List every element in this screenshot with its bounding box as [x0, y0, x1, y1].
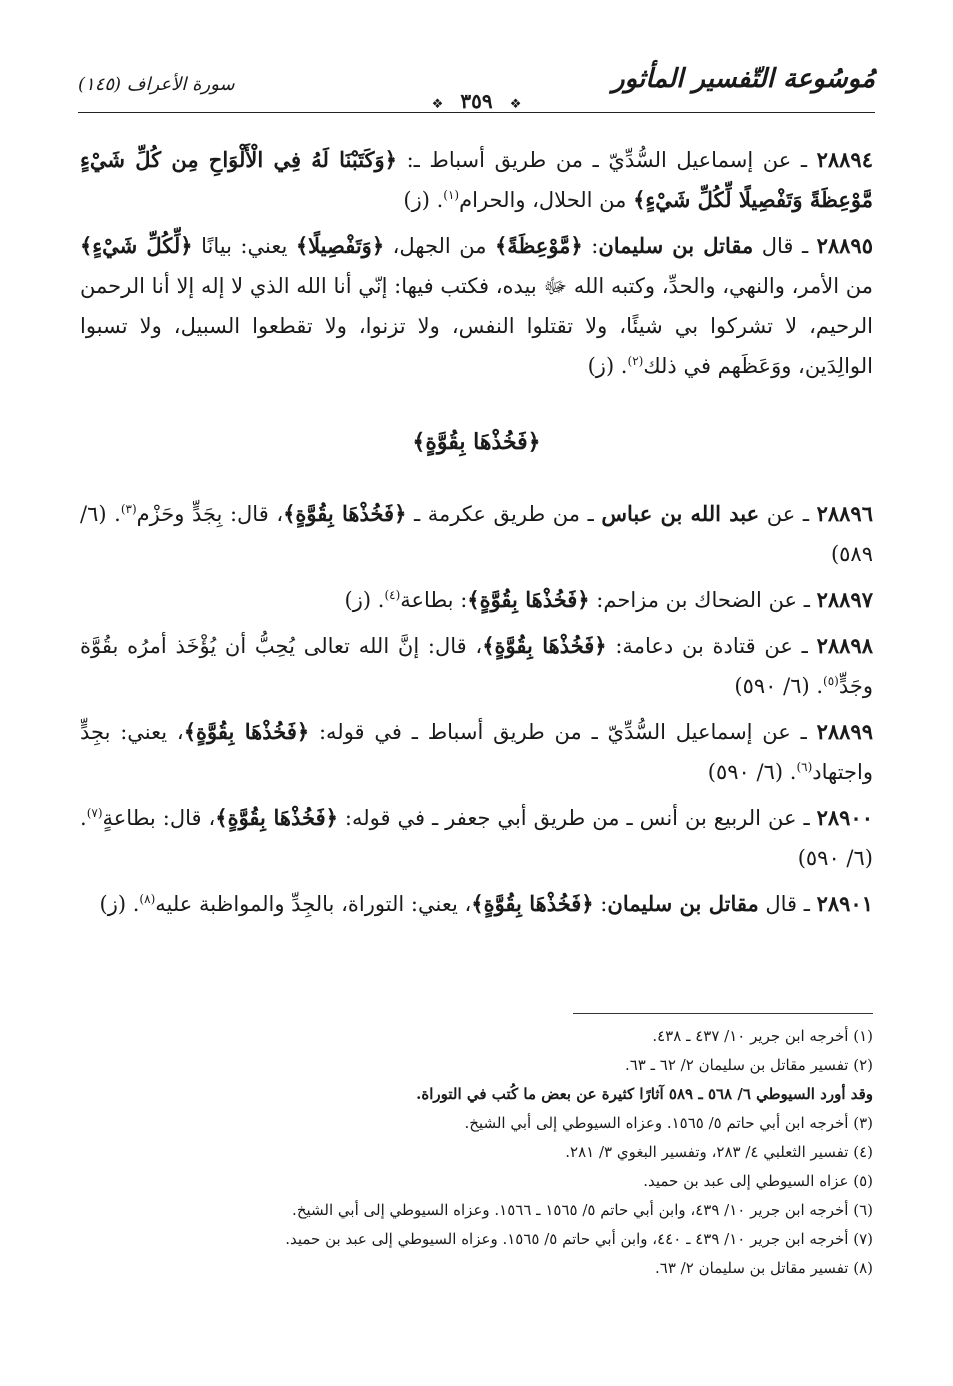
narration-entry — [80, 626, 873, 706]
quran-verse: ﴿فَخُذْهَا بِقُوَّةٍ﴾ — [471, 891, 594, 916]
running-header — [78, 62, 875, 118]
entry-number: ٢٨٨٩٨ — [816, 633, 873, 658]
entry-text: . (ز) — [99, 892, 140, 916]
narration-entry — [80, 798, 873, 878]
narrator-name: مقاتل بن سليمان — [598, 233, 754, 258]
footnote-ref: (٦) — [796, 760, 813, 774]
quran-verse: ﴿فَخُذْهَا بِقُوَّةٍ﴾ — [482, 633, 607, 658]
narrator-name: مقاتل بن سليمان — [607, 891, 759, 916]
entry-text: : — [593, 892, 608, 916]
entry-text: ـ من طريق عكرمة ـ — [406, 502, 602, 526]
entry-number: ٢٨٩٠١ — [816, 891, 873, 916]
quran-verse: ﴿فَخُذْهَا بِقُوَّةٍ﴾ — [283, 501, 407, 526]
footnote-item: (٣) أخرجه ابن أبي حاتم ٥/ ١٥٦٥. وعزاه السيوطي إلى أبي الشيخ. — [464, 1114, 873, 1132]
footnote-item: (٧) أخرجه ابن جرير ١٠/ ٤٣٩ ـ ٤٤٠، وابن أبي حاتم ٥/ ١٥٦٥. وعزاه السيوطي إلى عبد بن حميد. — [285, 1230, 873, 1248]
narration-entry — [80, 494, 873, 574]
footnote-item: (٤) تفسير الثعلبي ٤/ ٢٨٣، وتفسير البغوي ٣/ ٢٨١. — [565, 1143, 873, 1161]
entry-number: ٢٨٨٩٥ — [816, 233, 873, 258]
entry-text: ـ عن الربيع بن أنس ـ من طريق أبي جعفر ـ في قوله: — [337, 806, 817, 830]
entry-text: . (ز) — [344, 588, 385, 612]
entry-text: ـ قال — [758, 892, 817, 916]
entry-text: ، قال: بطاعةٍ — [102, 806, 216, 830]
entry-number: ٢٨٨٩٩ — [816, 719, 873, 744]
section-heading: ﴿فَخُذْهَا بِقُوَّةٍ﴾ — [412, 429, 541, 455]
footnote-ref: (٧) — [86, 806, 103, 820]
narration-entry — [80, 712, 873, 792]
quran-verse: ﴿مَّوْعِظَةً﴾ — [495, 233, 583, 258]
narration-entry — [80, 580, 873, 620]
entry-text: ، قال: بِجَدٍّ وحَزْم — [136, 502, 284, 526]
entry-number: ٢٨٨٩٤ — [816, 147, 873, 172]
entry-text: : — [582, 234, 599, 258]
entry-text: ـ عن إسماعيل السُّدِّيّ ـ من طريق أسباط ـ في قوله: — [309, 720, 817, 744]
surah-label: سورة الأعراف (١٤٥) — [78, 74, 235, 95]
footnote-ref: (٥) — [823, 674, 839, 688]
entries-group-top — [80, 140, 873, 386]
narration-entry — [80, 140, 873, 220]
quran-verse: ﴿فَخُذْهَا بِقُوَّةٍ﴾ — [183, 719, 310, 744]
entry-text: . (٦/ ٥٩٠) — [734, 674, 824, 698]
entry-text: من الأمر، والنهي، والحدِّ، وكتبه الله ﷻ بيده، فكتب فيها: إنّي أنا الله الذي لا إله إلا أنا الرحمن الرحيم، لا تشركوا بي شيئًا، ولا تقتلوا النفس، ولا تزنوا، ولا تقطعوا السبيل، ولا تسبوا الوالِدَين، ووَعَظَهم في ذلك — [80, 274, 873, 378]
footnotes — [80, 1022, 873, 1283]
main-text — [80, 140, 873, 930]
footnote-item: (١) أخرجه ابن جرير ١٠/ ٤٣٧ ـ ٤٣٨. — [652, 1027, 873, 1045]
ornament-icon: ❖ — [509, 97, 522, 112]
entry-text: ـ عن إسماعيل السُّدِّيّ ـ من طريق أسباط ـ: — [396, 148, 817, 172]
entry-text: . (ز) — [587, 354, 628, 378]
ornament-icon: ❖ — [431, 97, 444, 112]
entry-number: ٢٨٨٩٧ — [816, 587, 873, 612]
footnote-item: (٢) تفسير مقاتل بن سليمان ٢/ ٦٢ ـ ٦٣. — [624, 1056, 873, 1074]
entry-text: . (٦/ ٥٩٠) — [80, 806, 873, 870]
footnote-item: (٦) أخرجه ابن جرير ١٠/ ٤٣٩، وابن أبي حاتم ٥/ ١٥٦٥ ـ ١٥٦٦. وعزاه السيوطي إلى أبي الشيخ. — [292, 1201, 873, 1219]
entry-text: ـ عن قتادة بن دعامة: — [606, 634, 817, 658]
narration-entry — [80, 226, 873, 386]
footnote-ref: (٣) — [120, 502, 137, 516]
footnote-rule — [573, 1013, 873, 1014]
entry-text: من الجهل، — [384, 234, 495, 258]
entry-text: ، قال: إنَّ الله تعالى يُحِبُّ أن يُؤْخَذ أمرُه بقُوَّة وجَدٍّ — [80, 634, 873, 698]
quran-verse: ﴿فَخُذْهَا بِقُوَّةٍ﴾ — [215, 805, 338, 830]
entry-text: ـ قال — [753, 234, 817, 258]
narration-entry — [80, 884, 873, 924]
entry-text: ، يعني: بجِدٍّ واجتهاد — [80, 720, 873, 784]
entry-text: من الحلال، والحرام — [459, 188, 634, 212]
quran-verse: ﴿وَتَفْصِيلًا﴾ — [295, 233, 385, 258]
entry-text: ، يعني: التوراة، بالجِدِّ والمواظبة عليه — [155, 892, 472, 916]
entry-text: ـ عن الضحاك بن مزاحم: — [589, 588, 817, 612]
quran-verse: ﴿وَكَتَبْنَا لَهُ فِي الْأَلْوَاحِ مِن كُلِّ شَيْءٍ مَّوْعِظَةً وَتَفْصِيلًا لِّكُلِّ شَيْءٍ﴾ — [80, 147, 873, 212]
entry-text: يعني: بيانًا — [192, 234, 296, 258]
entries-group-bottom — [80, 494, 873, 924]
footnote-item: (٥) عزاه السيوطي إلى عبد بن حميد. — [643, 1172, 873, 1190]
footnote-item: (٨) تفسير مقاتل بن سليمان ٢/ ٦٣. — [655, 1259, 873, 1277]
entry-text: . (٦/ ٥٨٩) — [80, 502, 873, 566]
entry-text: : بطاعة — [400, 588, 468, 612]
entry-text: ـ عن — [759, 502, 817, 526]
quran-verse: ﴿لِّكُلِّ شَيْءٍ﴾ — [80, 233, 193, 258]
book-title: مُوسُوعة التّفسير المأثور — [612, 64, 875, 94]
footnote-item: وقد أورد السيوطي ٦/ ٥٦٨ ـ ٥٨٩ آثارًا كثيرة عن بعض ما كُتب في التوراة. — [416, 1085, 873, 1103]
narrator-name: عبد الله بن عباس — [601, 501, 760, 526]
footnote-ref: (١) — [443, 188, 460, 202]
footnote-ref: (٢) — [627, 354, 644, 368]
entry-number: ٢٨٩٠٠ — [816, 805, 873, 830]
page-number: ٣٥٩ — [450, 90, 502, 112]
quran-verse: ﴿فَخُذْهَا بِقُوَّةٍ﴾ — [467, 587, 590, 612]
entry-number: ٢٨٨٩٦ — [816, 501, 873, 526]
entry-text: . (ز) — [403, 188, 444, 212]
footnote-ref: (٤) — [384, 588, 401, 602]
footnote-ref: (٨) — [139, 892, 156, 906]
entry-text: . (٦/ ٥٩٠) — [707, 760, 797, 784]
